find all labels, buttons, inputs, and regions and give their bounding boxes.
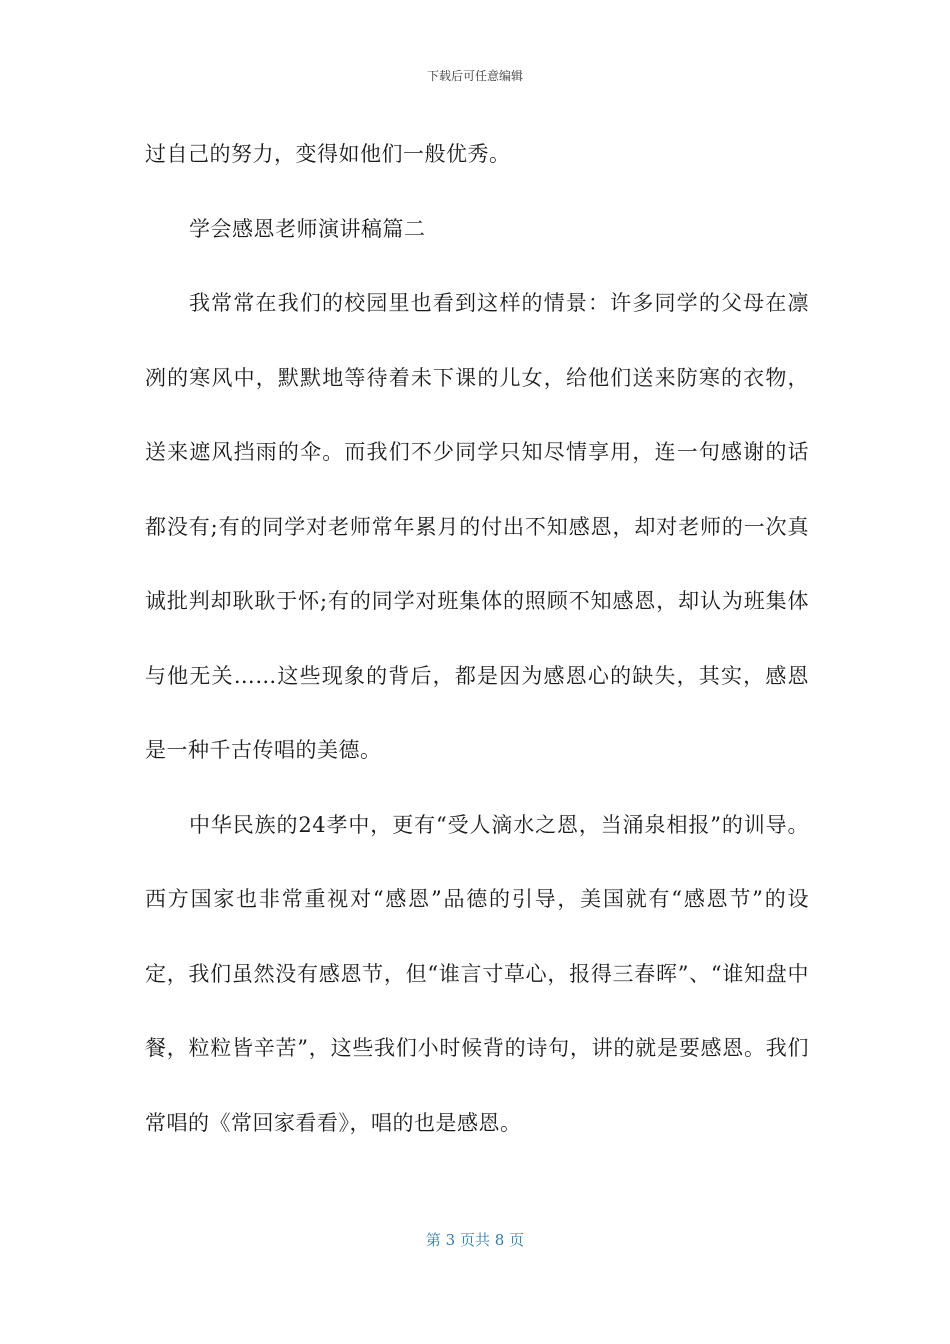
page-footer: 第 3 页共 8 页	[425, 1231, 525, 1249]
section-heading: 学会感恩老师演讲稿篇二	[189, 216, 426, 241]
paragraph: 中华民族的24孝中，更有“受人滴水之恩，当涌泉相报”的训导。西方国家也非常重视对“感恩”品德的引导，美国就有“感恩节”的设定，我们虽然没有感恩节，但“谁言寸草心，报得三春晖”、“谁知盘中餐，粒粒皆辛苦”，这些我们小时候背的诗句，讲的就是要感恩。我们常唱的《常回家看看》，唱的也是感恩。	[145, 812, 809, 1135]
paragraph-continuation: 过自己的努力，变得如他们一般优秀。	[145, 142, 511, 166]
document-body	[145, 117, 809, 1160]
paragraph: 我常常在我们的校园里也看到这样的情景：许多同学的父母在凛冽的寒风中，默默地等待着未下课的儿女，给他们送来防寒的衣物，送来遮风挡雨的伞。而我们不少同学只知尽情享用，连一句感谢的话都没有;有的同学对老师常年累月的付出不知感恩，却对老师的一次真诚批判却耿耿于怀;有的同学对班集体的照顾不知感恩，却认为班集体与他无关……这些现象的背后，都是因为感恩心的缺失，其实，感恩是一种千古传唱的美德。	[145, 291, 809, 762]
page-header: 下载后可任意编辑	[426, 69, 523, 83]
